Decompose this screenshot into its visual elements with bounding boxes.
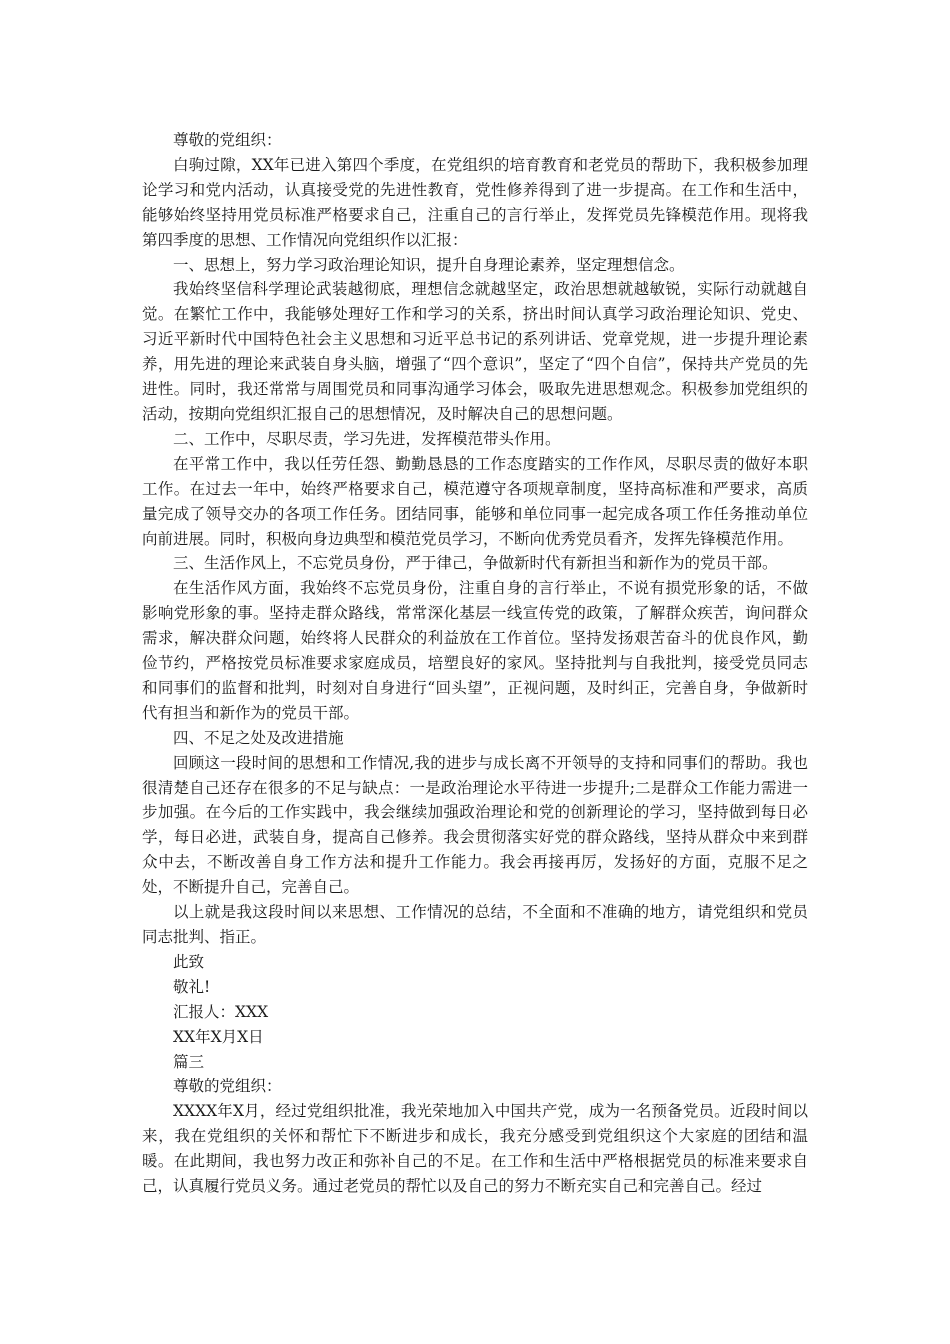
body-paragraph-shortcomings: 回顾这一段时间的思想和工作情况,我的进步与成长离不开领导的支持和同事们的帮助。我也很清楚自己还存在很多的不足与缺点：一是政治理论水平待进一步提升;二是群众工作能力需进一步加强。在今后的工作实践中，我会继续加强政治理论和党的创新理论的学习，坚持做到每日必学，每日必进，武装自身，提高自己修养。我会贯彻落实好党的群众路线，坚持从群众中来到群众中去，不断改善自身工作方法和提升工作能力。我会再接再厉，发扬好的方面，克服不足之处，不断提升自己，完善自己。: [142, 753, 808, 897]
closing-line: 此致: [173, 952, 205, 971]
section-title-part-three: 篇三: [173, 1052, 205, 1071]
salutation-part-three: 尊敬的党组织：: [173, 1077, 282, 1096]
report-date: XX年X月X日: [173, 1027, 264, 1046]
summary-paragraph: 以上就是我这段时间以来思想、工作情况的总结，不全面和不准确的地方，请党组织和党员同志批判、指正。: [142, 903, 808, 946]
closing-salute: 敬礼!: [173, 977, 211, 996]
salutation: 尊敬的党组织：: [173, 131, 282, 149]
section-heading-ideology: 一、思想上，努力学习政治理论知识，提升自身理论素养，坚定理想信念。: [173, 255, 685, 274]
document-body: [142, 128, 808, 1199]
intro-paragraph: 白驹过隙，XX年已进入第四个季度，在党组织的培育教育和老党员的帮助下，我积极参加理论学习和党内活动，认真接受党的先进性教育，党性修养得到了进一步提高。在工作和生活中，能够始终坚持用党员标准严格要求自己，注重自己的言行举止，发挥党员先锋模范作用。现将我第四季度的思想、工作情况向党组织作以汇报：: [142, 155, 808, 249]
section-heading-work: 二、工作中，尽职尽责，学习先进，发挥模范带头作用。: [173, 429, 561, 448]
section-heading-shortcomings: 四、不足之处及改进措施: [173, 728, 344, 747]
section-heading-lifestyle: 三、生活作风上，不忘党员身份，严于律己，争做新时代有新担当和新作为的党员干部。: [173, 554, 778, 573]
body-paragraph-ideology: 我始终坚信科学理论武装越彻底，理想信念就越坚定，政治思想就越敏锐，实际行动就越自觉。在繁忙工作中，我能够处理好工作和学习的关系，挤出时间认真学习政治理论知识、党史、习近平新时代中国特色社会主义思想和习近平总书记的系列讲话、党章党规，进一步提升理论素养，用先进的理论来武装自身头脑，增强了“四个意识”，坚定了“四个自信”，保持共产党员的先进性。同时，我还常常与周围党员和同事沟通学习体会，吸取先进思想观念。积极参加党组织的活动，按期向党组织汇报自己的思想情况，及时解决自己的思想问题。: [142, 280, 808, 423]
reporter-signature: 汇报人：XXX: [173, 1002, 269, 1021]
body-paragraph-lifestyle: 在生活作风方面，我始终不忘党员身份，注重自身的言行举止，不说有损党形象的话，不做影响党形象的事。坚持走群众路线，常常深化基层一线宣传党的政策，了解群众疾苦，询问群众需求，解决群众问题，始终将人民群众的利益放在工作首位。坚持发扬艰苦奋斗的优良作风，勤俭节约，严格按党员标准要求家庭成员，培塑良好的家风。坚持批判与自我批判，接受党员同志和同事们的监督和批判，时刻对自身进行“回头望”，正视问题，及时纠正，完善自身，争做新时代有担当和新作为的党员干部。: [142, 579, 808, 722]
body-paragraph-part-three: XXXX年X月，经过党组织批准，我光荣地加入中国共产党，成为一名预备党员。近段时间以来，我在党组织的关怀和帮忙下不断进步和成长，我充分感受到党组织这个大家庭的团结和温暖。在此期间，我也努力改正和弥补自己的不足。在工作和生活中严格根据党员的标准来要求自己，认真履行党员义务。通过老党员的帮忙以及自己的努力不断充实自己和完善自己。经过: [142, 1102, 808, 1196]
body-paragraph-work: 在平常工作中，我以任劳任怨、勤勤恳恳的工作态度踏实的工作作风，尽职尽责的做好本职工作。在过去一年中，始终严格要求自己，模范遵守各项规章制度，坚持高标准和严要求，高质量完成了领导交办的各项工作任务。团结同事，能够和单位同事一起完成各项工作任务推动单位向前进展。同时，积极向身边典型和模范党员学习，不断向优秀党员看齐，发挥先锋模范作用。: [142, 454, 808, 548]
